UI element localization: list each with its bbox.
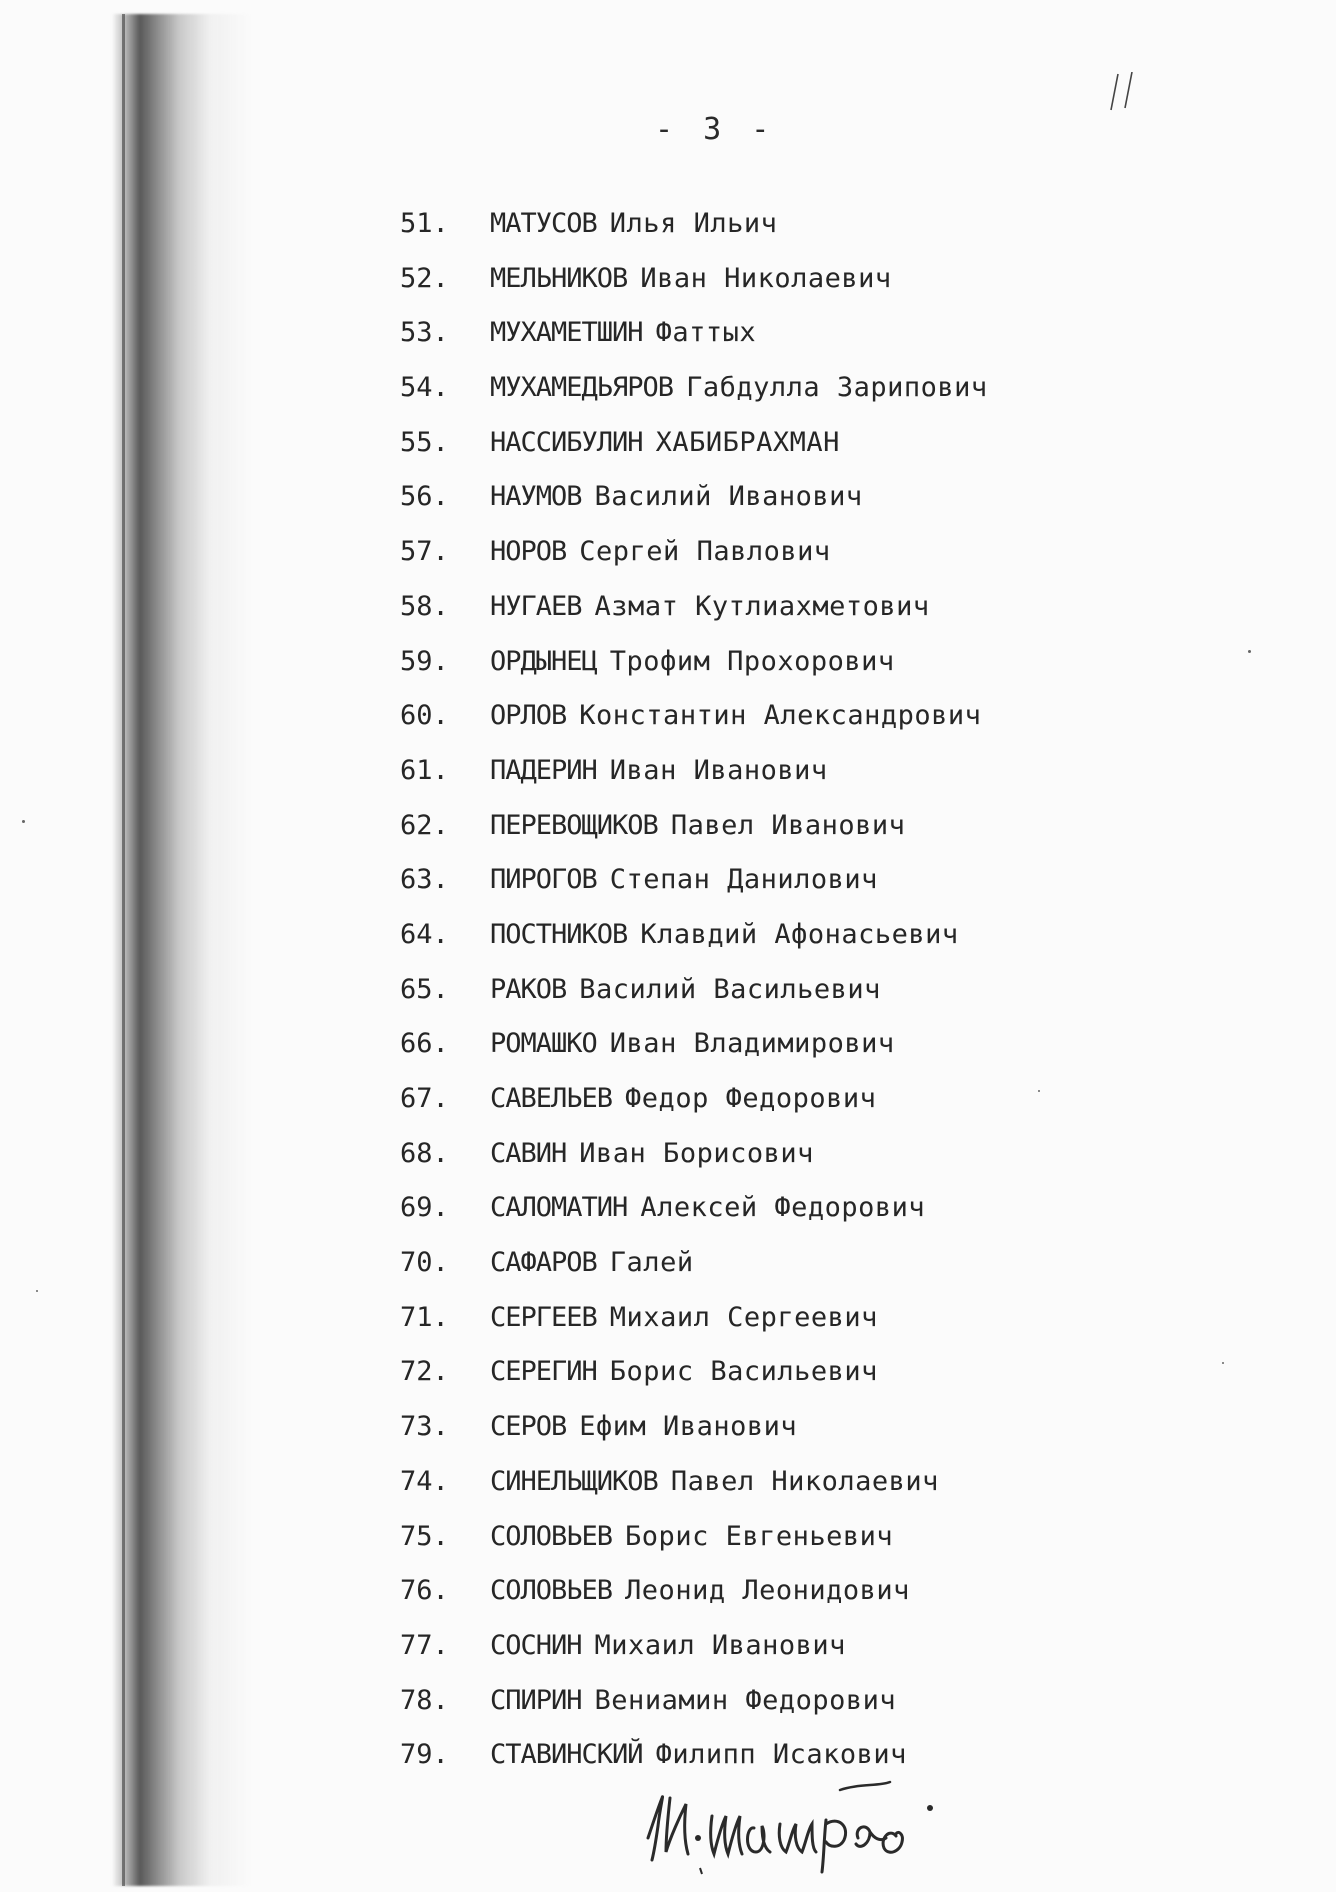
list-item <box>400 1302 1100 1357</box>
list-item <box>400 864 1100 919</box>
list-item <box>400 700 1100 755</box>
entry-surname: РОМАШКО <box>490 1028 597 1060</box>
entry-number: 78. <box>400 1684 449 1716</box>
entry-surname: ПИРОГОВ <box>490 864 597 896</box>
entry-given-names: Павел Иванович <box>670 809 906 841</box>
entry-surname: САВЕЛЬЕВ <box>490 1083 613 1114</box>
entry-number: 61. <box>400 754 449 786</box>
entry-surname: НАССИБУЛИН <box>490 426 643 458</box>
entry-given-names: Азмат Кутлиахметович <box>594 590 930 622</box>
entry-given-names: Илья Ильич <box>609 208 778 239</box>
entry-given-names: Габдулла Зарипович <box>686 372 988 404</box>
entry-given-names: Иван Иванович <box>609 754 828 786</box>
entry-number: 58. <box>400 590 449 622</box>
entry-given-names: Сергей Павлович <box>579 536 831 568</box>
paper-speck <box>36 1290 38 1292</box>
entry-given-names: Борис Евгеньевич <box>625 1520 894 1552</box>
entry-given-names: Фаттых <box>655 317 757 349</box>
entry-surname: РАКОВ <box>490 973 567 1005</box>
entry-given-names: ХАБИБРАХМАН <box>655 426 840 458</box>
entry-surname: СПИРИН <box>490 1684 582 1716</box>
entry-given-names: Алексей Федорович <box>640 1192 926 1224</box>
entry-given-names: Федор Федорович <box>625 1083 877 1114</box>
list-item <box>400 263 1100 318</box>
list-item <box>400 591 1100 646</box>
entry-surname: МАТУСОВ <box>490 208 597 239</box>
paper-speck <box>1248 650 1251 653</box>
binding-edge <box>122 14 125 1886</box>
paper-speck <box>1222 1362 1224 1364</box>
list-item <box>400 1028 1100 1083</box>
list-item <box>400 1466 1100 1521</box>
entry-given-names: Константин Александрович <box>579 700 982 732</box>
entry-given-names: Филипп Исакович <box>655 1739 907 1771</box>
entry-surname: САВИН <box>490 1137 567 1169</box>
list-item <box>400 1411 1100 1466</box>
entry-given-names: Василий Васильевич <box>579 973 881 1005</box>
entry-given-names: Михаил Сергеевич <box>609 1301 878 1333</box>
entry-surname: НОРОВ <box>490 536 567 568</box>
entry-number: 53. <box>400 317 449 349</box>
entry-surname: СЕРГЕЕВ <box>490 1301 597 1333</box>
list-item <box>400 1685 1100 1740</box>
entry-surname: ПЕРЕВОЩИКОВ <box>490 809 658 841</box>
entry-given-names: Павел Николаевич <box>670 1465 939 1497</box>
entry-surname: СТАВИНСКИЙ <box>490 1739 643 1771</box>
page-number: - 3 - <box>655 112 776 147</box>
entry-number: 77. <box>400 1629 449 1661</box>
entry-number: 68. <box>400 1137 449 1169</box>
list-item <box>400 1575 1100 1630</box>
entry-given-names: Степан Данилович <box>609 864 878 896</box>
entry-number: 79. <box>400 1739 449 1771</box>
entry-given-names: Трофим Прохорович <box>609 645 895 677</box>
entry-surname: СОЛОВЬЕВ <box>490 1575 613 1607</box>
entry-surname: ОРЛОВ <box>490 700 567 732</box>
entry-surname: СОЛОВЬЕВ <box>490 1520 613 1552</box>
entry-number: 64. <box>400 918 449 950</box>
list-item <box>400 1521 1100 1576</box>
entry-surname: НУГАЕВ <box>490 590 582 622</box>
list-item <box>400 755 1100 810</box>
entry-number: 67. <box>400 1083 449 1114</box>
list-item <box>400 646 1100 701</box>
entry-given-names: Галей <box>609 1247 694 1279</box>
entry-number: 70. <box>400 1247 449 1279</box>
entry-number: 54. <box>400 372 449 404</box>
name-list <box>400 208 1100 1794</box>
list-item <box>400 427 1100 482</box>
list-item <box>400 810 1100 865</box>
entry-surname: МУХАМЕТШИН <box>490 317 643 349</box>
entry-given-names: Ефим Иванович <box>579 1411 798 1443</box>
binding-shadow <box>112 14 252 1886</box>
entry-number: 76. <box>400 1575 449 1607</box>
entry-number: 71. <box>400 1301 449 1333</box>
entry-surname: СИНЕЛЬЩИКОВ <box>490 1465 658 1497</box>
list-item <box>400 481 1100 536</box>
list-item <box>400 1247 1100 1302</box>
entry-number: 75. <box>400 1520 449 1552</box>
entry-given-names: Борис Васильевич <box>609 1356 878 1388</box>
list-item <box>400 1630 1100 1685</box>
list-item <box>400 1083 1100 1138</box>
list-item <box>400 372 1100 427</box>
entry-number: 72. <box>400 1356 449 1388</box>
paper-speck <box>22 820 25 823</box>
entry-number: 73. <box>400 1411 449 1443</box>
entry-surname: ПАДЕРИН <box>490 754 597 786</box>
entry-number: 65. <box>400 973 449 1005</box>
entry-number: 59. <box>400 645 449 677</box>
entry-surname: САФАРОВ <box>490 1247 597 1279</box>
entry-surname: ОРДЫНЕЦ <box>490 645 597 677</box>
paper-speck <box>1038 1090 1040 1092</box>
entry-given-names: Василий Иванович <box>594 481 863 513</box>
entry-given-names: Иван Николаевич <box>640 262 892 294</box>
entry-number: 69. <box>400 1192 449 1224</box>
entry-surname: МЕЛЬНИКОВ <box>490 262 628 294</box>
entry-given-names: Иван Борисович <box>579 1137 814 1169</box>
entry-number: 62. <box>400 809 449 841</box>
entry-given-names: Иван Владимирович <box>609 1028 895 1060</box>
entry-number: 56. <box>400 481 449 513</box>
entry-number: 51. <box>400 208 449 239</box>
list-item <box>400 1356 1100 1411</box>
entry-given-names: Михаил Иванович <box>594 1629 846 1661</box>
list-item <box>400 974 1100 1029</box>
list-item <box>400 919 1100 974</box>
entry-number: 60. <box>400 700 449 732</box>
entry-number: 66. <box>400 1028 449 1060</box>
handwritten-signature <box>640 1768 1000 1878</box>
entry-surname: СОСНИН <box>490 1629 582 1661</box>
entry-surname: САЛОМАТИН <box>490 1192 628 1224</box>
corner-mark-handwritten <box>1108 72 1138 112</box>
entry-surname: СЕРЕГИН <box>490 1356 597 1388</box>
list-item <box>400 536 1100 591</box>
list-item <box>400 1138 1100 1193</box>
list-item <box>400 1192 1100 1247</box>
entry-surname: СЕРОВ <box>490 1411 567 1443</box>
entry-given-names: Леонид Леонидович <box>625 1575 910 1607</box>
entry-surname: НАУМОВ <box>490 481 582 513</box>
list-item <box>400 317 1100 372</box>
list-item <box>400 208 1100 263</box>
entry-given-names: Вениамин Федорович <box>594 1684 897 1716</box>
entry-number: 63. <box>400 864 449 896</box>
entry-surname: ПОСТНИКОВ <box>490 918 628 950</box>
entry-number: 52. <box>400 262 449 294</box>
entry-surname: МУХАМЕДЬЯРОВ <box>490 372 674 404</box>
entry-given-names: Клавдий Афонасьевич <box>640 918 959 950</box>
entry-number: 57. <box>400 536 449 568</box>
entry-number: 55. <box>400 426 449 458</box>
entry-number: 74. <box>400 1465 449 1497</box>
